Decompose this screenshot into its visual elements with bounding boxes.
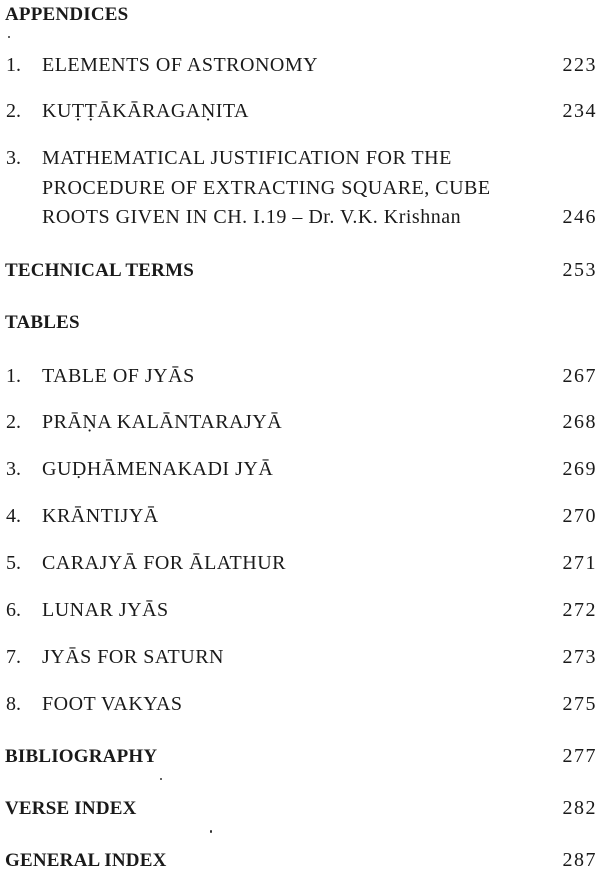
section-page-number: 282	[562, 797, 597, 819]
entry-page-number: 273	[562, 646, 597, 668]
entry-page-number: 272	[562, 599, 597, 621]
toc-entry	[0, 144, 600, 234]
entry-title: JYĀS FOR SATURN	[42, 646, 224, 668]
entry-title: PRĀṆA KALĀNTARAJYĀ	[42, 411, 283, 433]
entry-title: FOOT VAKYAS	[42, 693, 183, 715]
entry-title: TABLE OF JYĀS	[42, 365, 195, 387]
entry-page-number: 234	[562, 100, 597, 122]
section-title: GENERAL INDEX	[5, 850, 167, 871]
entry-number: 4.	[6, 505, 21, 527]
print-speck	[210, 830, 212, 833]
entry-page-number: 246	[562, 206, 597, 228]
entry-title: KRĀNTIJYĀ	[42, 505, 159, 527]
entry-title: KUṬṬĀKĀRAGAṆITA	[42, 100, 249, 122]
print-speck	[8, 36, 10, 38]
entry-title-line: MATHEMATICAL JUSTIFICATION FOR THE	[42, 147, 452, 169]
entry-number: 1.	[6, 365, 21, 387]
entry-number: 8.	[6, 693, 21, 715]
section-title: TECHNICAL TERMS	[5, 260, 195, 281]
entry-number: 3.	[6, 458, 21, 480]
entry-page-number: 275	[562, 693, 597, 715]
section-page-number: 287	[562, 849, 597, 871]
entry-page-number: 223	[562, 54, 597, 76]
section-page-number: 277	[562, 745, 597, 767]
entry-number: 2.	[6, 100, 21, 122]
entry-page-number: 271	[562, 552, 597, 574]
entry-number: 1.	[6, 54, 21, 76]
entry-page-number: 268	[562, 411, 597, 433]
entry-page-number: 269	[562, 458, 597, 480]
entry-page-number: 267	[562, 365, 597, 387]
entry-title: LUNAR JYĀS	[42, 599, 169, 621]
entry-number: 3.	[6, 147, 21, 169]
entry-title: GUḌHĀMENAKADI JYĀ	[42, 458, 274, 480]
entry-number: 2.	[6, 411, 21, 433]
section-title: TABLES	[5, 312, 80, 333]
entry-number: 5.	[6, 552, 21, 574]
entry-number: 7.	[6, 646, 21, 668]
entry-title: ELEMENTS OF ASTRONOMY	[42, 54, 319, 76]
section-title: APPENDICES	[5, 4, 129, 25]
section-title: VERSE INDEX	[5, 798, 137, 819]
print-speck	[160, 778, 162, 780]
entry-title-line: PROCEDURE OF EXTRACTING SQUARE, CUBE	[42, 176, 491, 199]
entry-page-number: 270	[562, 505, 597, 527]
entry-title-line: ROOTS GIVEN IN CH. I.19 – Dr. V.K. Krishnan	[42, 206, 462, 228]
section-page-number: 253	[562, 259, 597, 281]
entry-title	[42, 144, 491, 233]
entry-number: 6.	[6, 599, 21, 621]
section-title: BIBLIOGRAPHY	[5, 746, 158, 767]
entry-title: CARAJYĀ FOR ĀLATHUR	[42, 552, 286, 574]
